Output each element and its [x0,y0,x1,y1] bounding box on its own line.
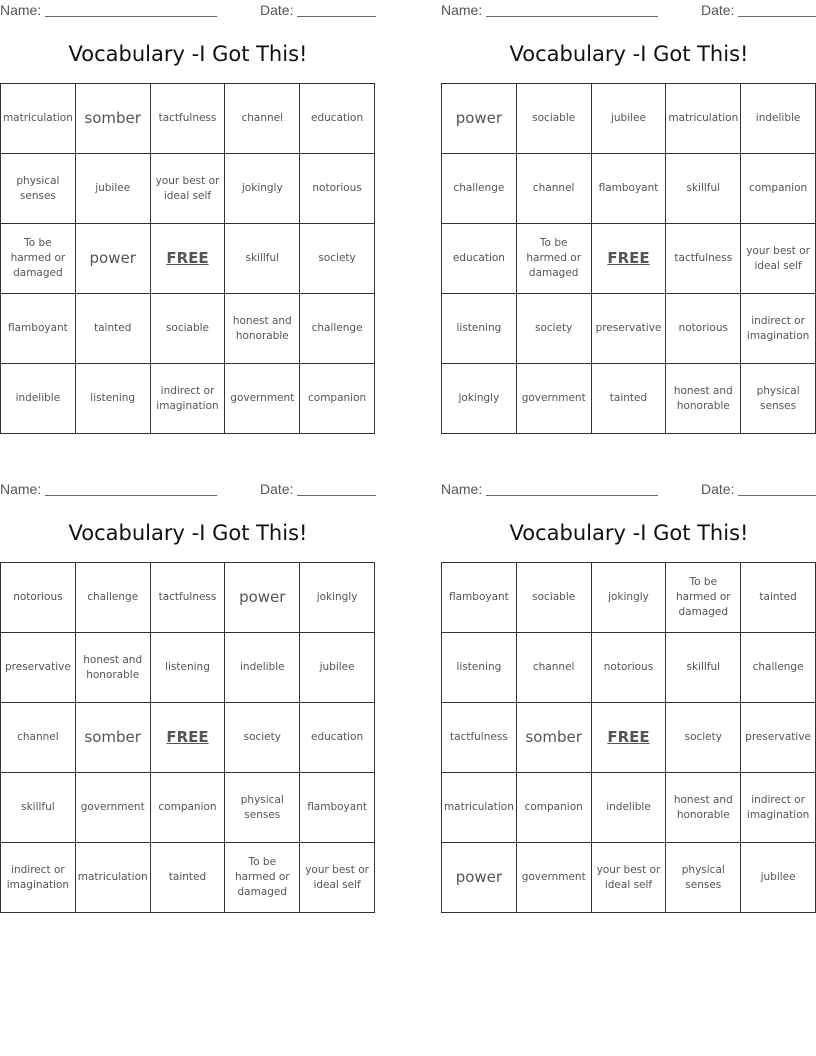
bingo-cell[interactable]: challenge [76,563,151,633]
bingo-cell[interactable]: indelible [592,773,667,843]
bingo-cell[interactable]: preservative [1,633,76,703]
bingo-cell[interactable]: power [442,843,517,913]
date-field[interactable] [738,16,816,17]
bingo-cell[interactable]: matriculation [76,843,151,913]
bingo-cell[interactable]: your best or ideal self [741,224,816,294]
free-space[interactable]: FREE [151,224,226,294]
bingo-cell[interactable]: sociable [517,84,592,154]
bingo-cell[interactable]: jubilee [76,154,151,224]
bingo-card-2 [441,0,816,440]
bingo-cell[interactable]: preservative [592,294,667,364]
bingo-grid [0,83,375,434]
bingo-cell[interactable]: society [666,703,741,773]
bingo-cell[interactable]: matriculation [666,84,741,154]
bingo-cell[interactable]: flamboyant [300,773,375,843]
name-label: Name: [441,2,483,18]
bingo-cell[interactable]: education [300,84,375,154]
bingo-cell[interactable]: flamboyant [1,294,76,364]
bingo-cell[interactable]: companion [151,773,226,843]
bingo-cell[interactable]: indirect or imagination [741,773,816,843]
bingo-cell[interactable]: jokingly [592,563,667,633]
bingo-cell[interactable]: power [76,224,151,294]
bingo-cell[interactable]: companion [300,364,375,434]
bingo-cell[interactable]: notorious [300,154,375,224]
date-label: Date: [701,2,735,18]
bingo-cell[interactable]: channel [517,633,592,703]
bingo-cell[interactable]: physical senses [666,843,741,913]
bingo-cell[interactable]: somber [76,84,151,154]
bingo-cell[interactable]: To be harmed or damaged [1,224,76,294]
bingo-cell[interactable]: To be harmed or damaged [517,224,592,294]
bingo-cell[interactable]: society [300,224,375,294]
bingo-cell[interactable]: skillful [225,224,300,294]
date-field[interactable] [297,495,376,496]
bingo-cell[interactable]: preservative [741,703,816,773]
bingo-cell[interactable]: tactfulness [442,703,517,773]
bingo-cell[interactable]: tactfulness [151,563,226,633]
free-space[interactable]: FREE [592,224,667,294]
bingo-card-3 [0,479,376,919]
name-label: Name: [0,2,42,18]
bingo-cell[interactable]: challenge [442,154,517,224]
date-label: Date: [260,2,294,18]
bingo-cell[interactable]: indirect or imagination [151,364,226,434]
bingo-cell[interactable]: channel [517,154,592,224]
bingo-cell[interactable]: listening [442,633,517,703]
date-field[interactable] [297,16,376,17]
bingo-cell[interactable]: channel [225,84,300,154]
name-label: Name: [441,481,483,497]
bingo-cell[interactable]: physical senses [741,364,816,434]
bingo-cell[interactable]: indelible [741,84,816,154]
bingo-cell[interactable]: power [225,563,300,633]
free-space[interactable]: FREE [592,703,667,773]
bingo-cell[interactable]: companion [741,154,816,224]
bingo-cell[interactable]: notorious [666,294,741,364]
bingo-cell[interactable]: education [442,224,517,294]
bingo-cell[interactable]: honest and honorable [225,294,300,364]
date-field[interactable] [738,495,816,496]
bingo-cell[interactable]: physical senses [1,154,76,224]
card-header [441,481,816,499]
bingo-cell[interactable]: your best or ideal self [300,843,375,913]
name-field[interactable] [45,16,217,17]
bingo-cell[interactable]: challenge [741,633,816,703]
card-title: Vocabulary -I Got This! [509,521,749,545]
bingo-cell[interactable]: physical senses [225,773,300,843]
card-header [0,481,376,499]
bingo-cell[interactable]: To be harmed or damaged [225,843,300,913]
bingo-cell[interactable]: jokingly [300,563,375,633]
bingo-cell[interactable]: somber [76,703,151,773]
bingo-cell[interactable]: matriculation [1,84,76,154]
card-header [441,2,816,20]
bingo-cell[interactable]: society [225,703,300,773]
date-label: Date: [701,481,735,497]
bingo-cell[interactable]: tainted [151,843,226,913]
bingo-cell[interactable]: companion [517,773,592,843]
bingo-cell[interactable]: power [442,84,517,154]
bingo-grid [0,562,375,913]
bingo-cell[interactable]: matriculation [442,773,517,843]
card-title: Vocabulary -I Got This! [509,42,749,66]
bingo-cell[interactable]: indirect or imagination [741,294,816,364]
bingo-cell[interactable]: somber [517,703,592,773]
bingo-cell[interactable]: flamboyant [592,154,667,224]
bingo-cell[interactable]: listening [442,294,517,364]
bingo-cell[interactable]: tainted [741,563,816,633]
bingo-cell[interactable]: tainted [592,364,667,434]
bingo-cell[interactable]: government [225,364,300,434]
bingo-grid [441,83,816,434]
bingo-cell[interactable]: tactfulness [666,224,741,294]
bingo-cell[interactable]: education [300,703,375,773]
bingo-cell[interactable]: skillful [666,633,741,703]
bingo-cell[interactable]: listening [151,633,226,703]
bingo-cell[interactable]: indelible [225,633,300,703]
bingo-cell[interactable]: To be harmed or damaged [666,563,741,633]
bingo-cell[interactable]: flamboyant [442,563,517,633]
bingo-cell[interactable]: jokingly [442,364,517,434]
bingo-card-4 [441,479,816,919]
card-header [0,2,376,20]
bingo-cell[interactable]: sociable [151,294,226,364]
bingo-cell[interactable]: sociable [517,563,592,633]
card-title: Vocabulary -I Got This! [68,42,308,66]
bingo-cell[interactable]: jubilee [592,84,667,154]
bingo-cell[interactable]: society [517,294,592,364]
bingo-cell[interactable]: honest and honorable [666,364,741,434]
bingo-cell[interactable]: government [517,843,592,913]
bingo-cell[interactable]: honest and honorable [76,633,151,703]
bingo-cell[interactable]: jubilee [300,633,375,703]
bingo-cell[interactable]: listening [76,364,151,434]
bingo-cell[interactable]: your best or ideal self [151,154,226,224]
bingo-cell[interactable]: tactfulness [151,84,226,154]
name-field[interactable] [45,495,217,496]
bingo-cell[interactable]: indirect or imagination [1,843,76,913]
name-field[interactable] [486,16,658,17]
bingo-cell[interactable]: channel [1,703,76,773]
bingo-cell[interactable]: honest and honorable [666,773,741,843]
date-label: Date: [260,481,294,497]
free-space[interactable]: FREE [151,703,226,773]
bingo-cell[interactable]: jokingly [225,154,300,224]
bingo-cell[interactable]: government [76,773,151,843]
bingo-cell[interactable]: notorious [1,563,76,633]
bingo-card-1 [0,0,376,440]
bingo-cell[interactable]: jubilee [741,843,816,913]
bingo-cell[interactable]: skillful [1,773,76,843]
bingo-grid [441,562,816,913]
bingo-cell[interactable]: government [517,364,592,434]
bingo-cell[interactable]: notorious [592,633,667,703]
name-label: Name: [0,481,42,497]
bingo-cell[interactable]: tainted [76,294,151,364]
card-title: Vocabulary -I Got This! [68,521,308,545]
bingo-cell[interactable]: your best or ideal self [592,843,667,913]
name-field[interactable] [486,495,658,496]
bingo-cell[interactable]: skillful [666,154,741,224]
bingo-cell[interactable]: challenge [300,294,375,364]
bingo-cell[interactable]: indelible [1,364,76,434]
